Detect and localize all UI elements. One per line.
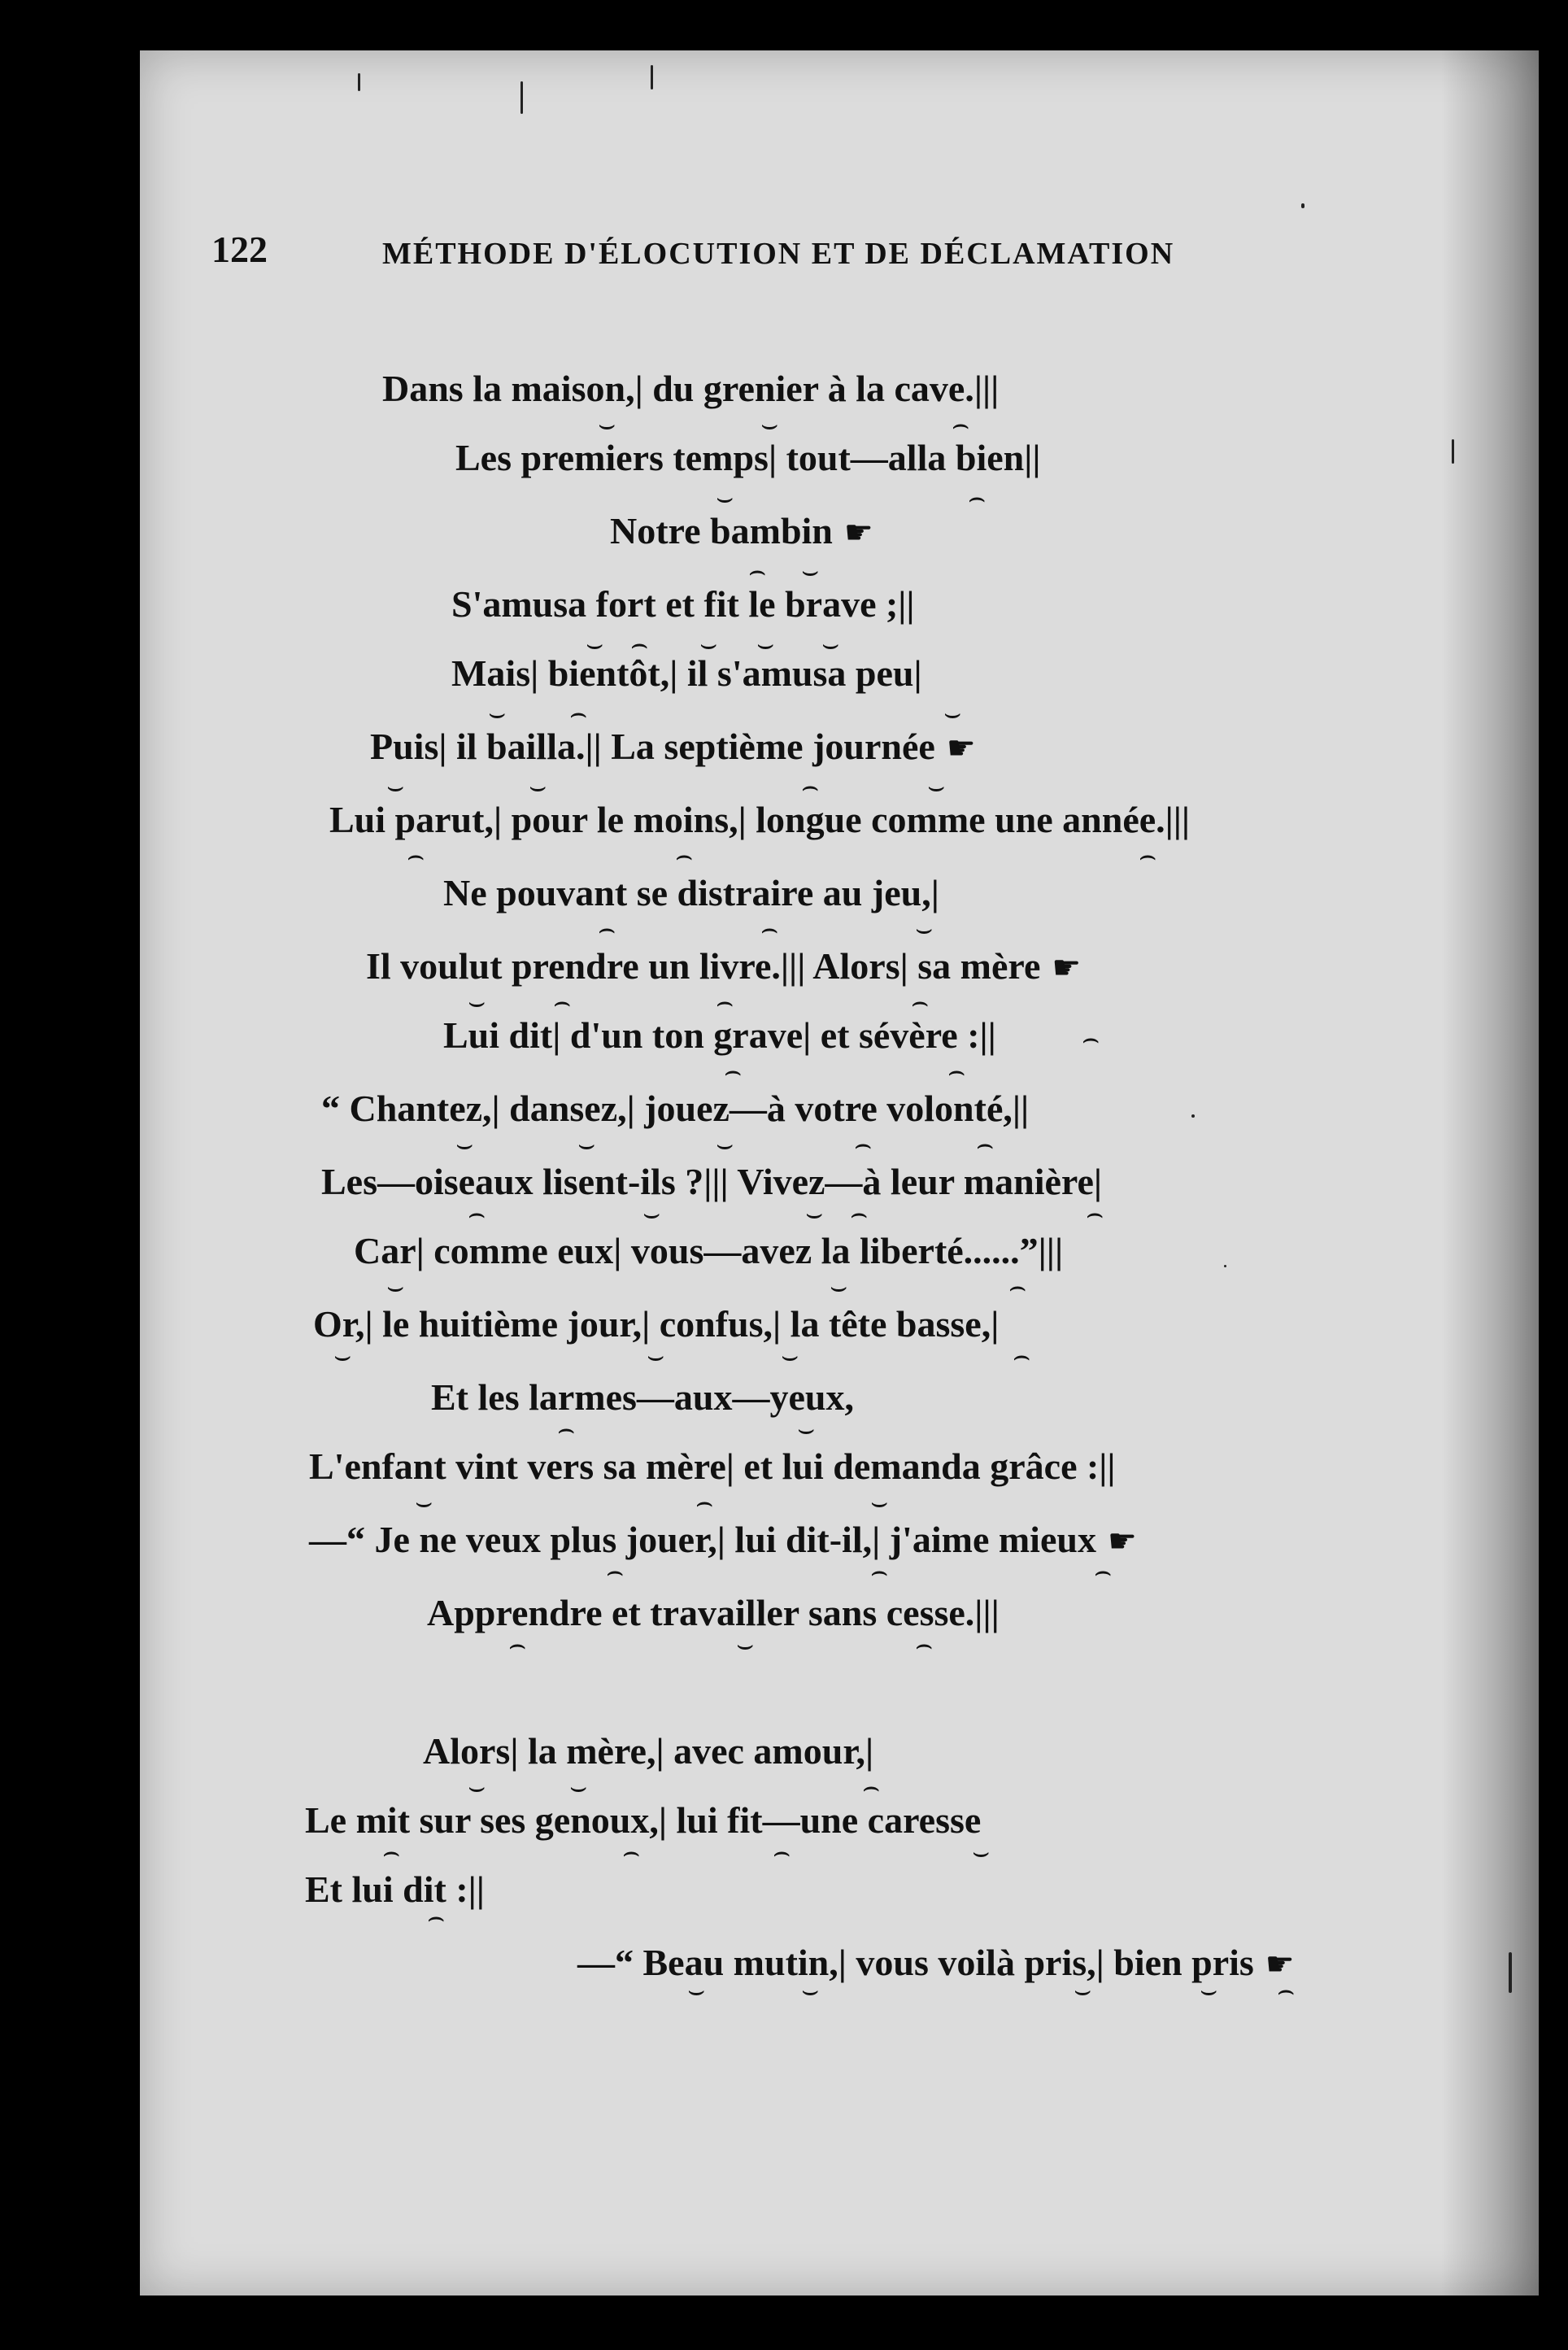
prosody-arc-mark: ⌢ [947, 1055, 966, 1088]
verse-line [427, 1594, 1000, 1632]
prosody-arc-mark: ⌣ [577, 1128, 596, 1161]
pointing-hand-icon: ☛ [946, 730, 976, 767]
prosody-arc-mark: ⌣ [797, 1413, 816, 1445]
verse-text: Puis| il bailla.|| La septième journée [370, 726, 935, 767]
prosody-arc-mark: ⌢ [508, 1628, 527, 1661]
verse-text: Dans la maison,| du grenier à la cave.||| [382, 368, 1000, 409]
prosody-arc-mark: ⌢ [854, 1128, 873, 1161]
prosody-arc-mark: ⌢ [724, 1055, 743, 1088]
verse-line [321, 1090, 1029, 1127]
scan-speck [1509, 1952, 1512, 1993]
prosody-arc-mark: ⌢ [622, 1836, 641, 1868]
prosody-arc-mark: ⌣ [870, 1486, 889, 1519]
verse-text: Alors| la mère,| avec amour,| [423, 1730, 874, 1772]
scan-speck [358, 73, 360, 91]
verse-line [354, 1232, 1063, 1270]
verse-text: —“ Je ne veux plus jouer,| lui dit-il,| j'aime mieux [309, 1519, 1096, 1560]
prosody-arc-mark: ⌢ [427, 1901, 446, 1934]
verse-text: Car| comme eux| vous—avez la liberté......”||| [354, 1230, 1064, 1271]
verse-text: Lui parut,| pour le moins,| longue comme une année.||| [329, 799, 1191, 840]
prosody-arc-mark: ⌢ [716, 986, 734, 1018]
scan-speck [651, 65, 653, 89]
verse-line [423, 1730, 874, 1772]
prosody-arc-mark: ⌢ [1008, 1271, 1027, 1303]
prosody-arc-mark: ⌣ [468, 986, 486, 1018]
verse-text: Or,| le huitième jour,| confus,| la tête basse,| [313, 1303, 1000, 1345]
prosody-arc-mark: ⌣ [821, 628, 840, 661]
prosody-arc-mark: ⌣ [830, 1271, 848, 1303]
prosody-arc-mark: ⌢ [976, 1128, 995, 1161]
verse-text: Et les larmes—aux—yeux, [431, 1376, 855, 1418]
prosody-arc-mark: ⌣ [1074, 1974, 1092, 2007]
prosody-arc-mark: ⌢ [695, 1486, 714, 1519]
verse-line [313, 1303, 1000, 1345]
prosody-arc-mark: ⌣ [972, 1836, 991, 1868]
prosody-arc-mark: ⌢ [862, 1771, 881, 1803]
verse-text: Le mit sur ses genoux,| lui fit—une caresse [305, 1799, 982, 1841]
verse-line [455, 439, 1041, 477]
verse-text: Et lui dit :|| [305, 1868, 485, 1910]
prosody-arc-mark: ⌢ [553, 986, 572, 1018]
prosody-arc-mark: ⌣ [488, 697, 507, 730]
pointing-hand-icon: ☛ [1265, 1946, 1295, 1983]
prosody-arc-mark: ⌣ [333, 1340, 352, 1372]
pointing-hand-icon: ☛ [1052, 949, 1082, 987]
scan-speck [1191, 1114, 1195, 1118]
prosody-arc-mark: ⌢ [968, 482, 987, 514]
verse-line [451, 583, 915, 625]
prosody-arc-mark: ⌢ [952, 408, 970, 441]
prosody-arc-mark: ⌢ [1277, 1974, 1296, 2007]
verse-line [370, 728, 976, 765]
verse-text: Lui dit| d'un ton grave| et sévère :|| [443, 1014, 996, 1056]
verse-text: L'enfant vint vers sa mère| et lui demanda grâce :|| [309, 1445, 1116, 1487]
verse-text: Il voulut prendre un livre.||| Alors| sa mère [366, 945, 1041, 987]
verse-text: Les—oiseaux lisent-ils ?||| Vivez—à leur manière| [321, 1161, 1103, 1202]
prosody-arc-mark: ⌣ [760, 408, 779, 441]
prosody-arc-mark: ⌢ [870, 1555, 889, 1588]
prosody-arc-mark: ⌣ [915, 913, 934, 945]
prosody-arc-mark: ⌢ [915, 1628, 934, 1661]
prosody-arc-mark: ⌢ [801, 770, 820, 803]
prosody-arc-mark: ⌣ [716, 482, 734, 514]
prosody-arc-mark: ⌣ [756, 628, 775, 661]
prosody-arc-mark: ⌣ [687, 1974, 706, 2007]
verse-line [321, 1163, 1102, 1201]
prosody-arc-mark: ⌢ [382, 1836, 401, 1868]
verse-line [309, 1521, 1137, 1559]
verse-line [610, 512, 873, 550]
verse-line [382, 370, 999, 408]
prosody-arc-mark: ⌢ [569, 697, 588, 730]
verse-line [305, 1868, 485, 1910]
verse-line [451, 652, 922, 694]
prosody-arc-mark: ⌢ [468, 1197, 486, 1230]
prosody-arc-mark: ⌢ [748, 555, 767, 587]
prosody-arc-mark: ⌣ [386, 1271, 405, 1303]
verse-text: Ne pouvant se distraire au jeu,| [443, 872, 939, 913]
prosody-arc-mark: ⌣ [1200, 1974, 1218, 2007]
verse-text: Notre bambin [610, 510, 833, 552]
scan-speck [520, 81, 523, 114]
scan-speck [1452, 439, 1454, 464]
prosody-arc-mark: ⌣ [529, 770, 547, 803]
verse-text: Apprendre et travailler sans cesse.||| [427, 1592, 1000, 1633]
prosody-arc-mark: ⌢ [557, 1413, 576, 1445]
verse-line [309, 1445, 1116, 1487]
prosody-arc-mark: ⌣ [598, 408, 616, 441]
prosody-arc-mark: ⌣ [586, 628, 604, 661]
verse-line [366, 945, 1082, 987]
verse-line [577, 1944, 1295, 1982]
verse-text: Les premiers temps| tout—alla bien|| [455, 437, 1041, 478]
prosody-arc-mark: ⌢ [1013, 1340, 1031, 1372]
page-edge-shadow [1441, 50, 1539, 2296]
prosody-arc-mark: ⌣ [805, 1197, 824, 1230]
prosody-arc-mark: ⌣ [386, 770, 405, 803]
prosody-arc-mark: ⌣ [927, 770, 946, 803]
prosody-arc-mark: ⌢ [1086, 1197, 1104, 1230]
prosody-arc-mark: ⌢ [675, 839, 694, 872]
running-title: MÉTHODE D'ÉLOCUTION ET DE DÉCLAMATION [382, 237, 1175, 271]
pointing-hand-icon: ☛ [1107, 1523, 1137, 1560]
prosody-arc-mark: ⌣ [699, 628, 718, 661]
prosody-arc-mark: ⌢ [1082, 1022, 1100, 1055]
prosody-arc-mark: ⌣ [943, 697, 962, 730]
prosody-arc-mark: ⌢ [630, 628, 649, 661]
verse-text: S'amusa fort et fit le brave ;|| [451, 583, 915, 625]
prosody-arc-mark: ⌣ [415, 1486, 433, 1519]
page-number: 122 [211, 229, 268, 270]
verse-line [443, 874, 939, 912]
pointing-hand-icon: ☛ [843, 514, 873, 552]
verse-line [305, 1799, 982, 1841]
verse-text: “ Chantez,| dansez,| jouez—à votre volonté,|| [321, 1088, 1030, 1129]
verse-line [329, 801, 1190, 839]
scan-speck [1301, 203, 1304, 208]
prosody-arc-mark: ⌢ [1094, 1555, 1113, 1588]
verse-line [443, 1014, 996, 1056]
scan-speck [1224, 1265, 1226, 1267]
prosody-arc-mark: ⌣ [455, 1128, 474, 1161]
prosody-arc-mark: ⌣ [736, 1628, 755, 1661]
prosody-arc-mark: ⌢ [407, 839, 425, 872]
prosody-arc-mark: ⌣ [801, 1974, 820, 2007]
prosody-arc-mark: ⌢ [1139, 839, 1157, 872]
prosody-arc-mark: ⌢ [773, 1836, 791, 1868]
prosody-arc-mark: ⌢ [911, 986, 930, 1018]
prosody-arc-mark: ⌢ [598, 913, 616, 945]
prosody-arc-mark: ⌣ [781, 1340, 799, 1372]
prosody-arc-mark: ⌣ [647, 1340, 665, 1372]
prosody-arc-mark: ⌢ [606, 1555, 625, 1588]
verse-text: Mais| bientôt,| il s'amusa peu| [451, 652, 922, 694]
verse-line [431, 1376, 855, 1418]
prosody-arc-mark: ⌣ [569, 1771, 588, 1803]
prosody-arc-mark: ⌢ [760, 913, 779, 945]
verse-text: —“ Beau mutin,| vous voilà pris,| bien pris [577, 1942, 1254, 1983]
prosody-arc-mark: ⌣ [716, 1128, 734, 1161]
prosody-arc-mark: ⌣ [801, 555, 820, 587]
prosody-arc-mark: ⌣ [642, 1197, 661, 1230]
prosody-arc-mark: ⌣ [468, 1771, 486, 1803]
prosody-arc-mark: ⌢ [850, 1197, 869, 1230]
